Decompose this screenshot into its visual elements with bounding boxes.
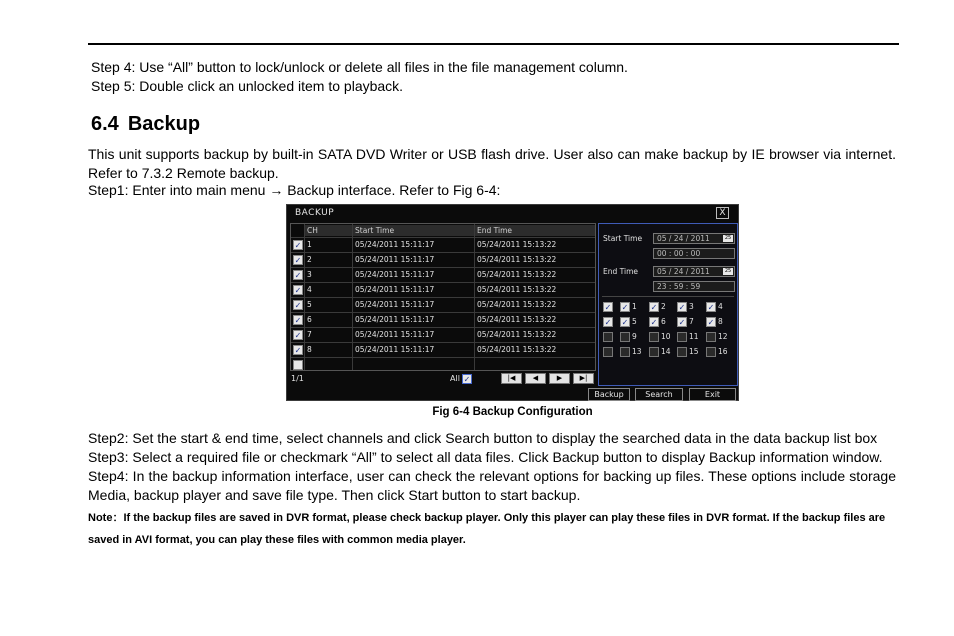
table-row[interactable] (291, 342, 595, 357)
cell-ch: 8 (307, 345, 312, 354)
close-icon[interactable]: X (716, 207, 729, 219)
cell-start: 05/24/2011 15:11:17 (355, 285, 435, 294)
note-paragraph (88, 507, 898, 551)
figure-caption: Fig 6-4 Backup Configuration (432, 406, 593, 418)
cell-end: 05/24/2011 15:13:22 (477, 285, 557, 294)
window-title: BACKUP (295, 208, 335, 218)
start-time-label: Start Time (603, 234, 643, 243)
channel-checkbox[interactable]: ✓ (678, 303, 686, 312)
channel-checkbox[interactable] (706, 332, 716, 342)
note-label: Note (88, 512, 113, 524)
step1-text: Step1: Enter into main menu → Backup interface. Refer to Fig 6-4: (88, 182, 501, 198)
cell-ch: 2 (307, 255, 312, 264)
backup-window (286, 204, 739, 401)
step4-top: Step 4: Use “All” button to lock/unlock or delete all files in the file management column. (91, 59, 628, 75)
cell-end: 05/24/2011 15:13:22 (477, 240, 557, 249)
column-header-end: End Time (475, 225, 595, 236)
table-row[interactable] (291, 357, 595, 372)
cell-end: 05/24/2011 15:13:22 (477, 330, 557, 339)
channel-checkbox[interactable] (706, 347, 716, 357)
channel-label: 2 (661, 302, 666, 311)
start-date-value: 05 / 24 / 2011 (657, 234, 710, 243)
step5-top: Step 5: Double click an unlocked item to playback. (91, 78, 404, 94)
table-row[interactable] (291, 267, 595, 282)
table-row[interactable] (291, 252, 595, 267)
cell-start: 05/24/2011 15:11:17 (355, 345, 435, 354)
table-row[interactable] (291, 282, 595, 297)
calendar-icon[interactable]: 25 (724, 268, 732, 274)
channel-checkbox[interactable] (677, 347, 687, 357)
channel-label: 15 (689, 347, 699, 356)
table-row[interactable] (291, 237, 595, 252)
row-select-checkbox[interactable] (603, 347, 613, 357)
cell-ch: 1 (307, 240, 312, 249)
panel-divider (602, 296, 734, 297)
cell-end: 05/24/2011 15:13:22 (477, 345, 557, 354)
select-all-checkbox[interactable]: ✓ (463, 375, 471, 384)
backup-list-table (290, 223, 596, 371)
table-row[interactable] (291, 297, 595, 312)
search-panel (598, 223, 738, 386)
start-date-input[interactable] (653, 233, 735, 244)
page-indicator: 1/1 (291, 374, 304, 383)
intro-paragraph: This unit supports backup by built-in SATA DVD Writer or USB flash drive. User also can make backup by IE browser via internet. Refer to 7.3.2 Remote backup. (88, 146, 896, 181)
cell-start: 05/24/2011 15:11:17 (355, 300, 435, 309)
channel-checkbox[interactable]: ✓ (621, 303, 629, 312)
cell-start: 05/24/2011 15:11:17 (355, 315, 435, 324)
section-number: 6.4 (91, 113, 119, 135)
channel-label: 10 (661, 332, 671, 341)
row-checkbox[interactable]: ✓ (294, 346, 302, 355)
channel-label: 1 (632, 302, 637, 311)
channel-checkbox[interactable] (649, 347, 659, 357)
cell-end: 05/24/2011 15:13:22 (477, 300, 557, 309)
row-checkbox[interactable] (293, 360, 303, 370)
column-header-start: Start Time (353, 225, 475, 236)
channel-checkbox[interactable] (620, 332, 630, 342)
calendar-icon[interactable]: 25 (724, 235, 732, 241)
cell-start: 05/24/2011 15:11:17 (355, 330, 435, 339)
row-checkbox[interactable]: ✓ (294, 271, 302, 280)
prev-page-button[interactable]: ◀ (525, 373, 546, 384)
next-page-button[interactable]: ▶ (549, 373, 570, 384)
backup-button[interactable]: Backup (588, 388, 630, 401)
cell-ch: 7 (307, 330, 312, 339)
channel-label: 6 (661, 317, 666, 326)
end-date-value: 05 / 24 / 2011 (657, 267, 710, 276)
end-date-input[interactable] (653, 266, 735, 277)
cell-start: 05/24/2011 15:11:17 (355, 240, 435, 249)
channel-label: 8 (718, 317, 723, 326)
search-button[interactable]: Search (635, 388, 683, 401)
start-time-input[interactable]: 00 : 00 : 00 (653, 248, 735, 259)
column-divider (304, 224, 305, 370)
row-select-checkbox[interactable] (603, 332, 613, 342)
channel-checkbox[interactable]: ✓ (621, 318, 629, 327)
end-time-label: End Time (603, 267, 638, 276)
row-checkbox[interactable]: ✓ (294, 316, 302, 325)
cell-end: 05/24/2011 15:13:22 (477, 315, 557, 324)
row-checkbox[interactable]: ✓ (294, 256, 302, 265)
cell-end: 05/24/2011 15:13:22 (477, 255, 557, 264)
cell-start: 05/24/2011 15:11:17 (355, 255, 435, 264)
table-row[interactable] (291, 312, 595, 327)
end-time-input[interactable]: 23 : 59 : 59 (653, 281, 735, 292)
cell-ch: 4 (307, 285, 312, 294)
last-page-button[interactable]: ▶| (573, 373, 594, 384)
first-page-button[interactable]: |◀ (501, 373, 522, 384)
channel-label: 14 (661, 347, 671, 356)
all-label: All (450, 374, 460, 383)
channel-checkbox[interactable]: ✓ (707, 318, 715, 327)
channel-checkbox[interactable]: ✓ (650, 318, 658, 327)
row-select-checkbox[interactable]: ✓ (604, 303, 612, 312)
channel-label: 16 (718, 347, 728, 356)
channel-checkbox[interactable]: ✓ (707, 303, 715, 312)
step4-text: Step4: In the backup information interface, user can check the relevant options for backing up files. These options include storage Media, backup player and save file type. Then click Start button to start backup. (88, 468, 896, 503)
channel-label: 4 (718, 302, 723, 311)
channel-label: 5 (632, 317, 637, 326)
note-text: ：If the backup files are saved in DVR format, please check backup player. Only this player can play these files in DVR format. If the backup files are saved in AVI format, you can play these files with common media player. (88, 512, 886, 546)
section-heading (91, 112, 200, 136)
cell-ch: 5 (307, 300, 312, 309)
row-checkbox[interactable]: ✓ (294, 241, 302, 250)
column-divider (474, 224, 475, 370)
column-divider (352, 224, 353, 370)
table-row[interactable] (291, 327, 595, 342)
channel-checkbox[interactable] (677, 332, 687, 342)
step3-text: Step3: Select a required file or checkmark “All” to select all data files. Click Backup button to display Backup information window. (88, 449, 883, 465)
channel-checkbox[interactable] (620, 347, 630, 357)
channel-checkbox[interactable]: ✓ (650, 303, 658, 312)
channel-label: 11 (689, 332, 699, 341)
row-checkbox[interactable]: ✓ (294, 301, 302, 310)
channel-label: 3 (689, 302, 694, 311)
row-select-checkbox[interactable]: ✓ (604, 318, 612, 327)
cell-ch: 3 (307, 270, 312, 279)
exit-button[interactable]: Exit (689, 388, 736, 401)
row-checkbox[interactable]: ✓ (294, 286, 302, 295)
step2-text: Step2: Set the start & end time, select channels and click Search button to display the searched data in the data backup list box (88, 430, 878, 446)
channel-checkbox[interactable] (649, 332, 659, 342)
section-title: Backup (127, 113, 201, 135)
cell-start: 05/24/2011 15:11:17 (355, 270, 435, 279)
channel-label: 13 (632, 347, 642, 356)
channel-label: 12 (718, 332, 728, 341)
row-checkbox[interactable]: ✓ (294, 331, 302, 340)
header-rule (88, 43, 899, 45)
cell-ch: 6 (307, 315, 312, 324)
cell-end: 05/24/2011 15:13:22 (477, 270, 557, 279)
channel-checkbox[interactable]: ✓ (678, 318, 686, 327)
channel-label: 9 (632, 332, 637, 341)
channel-label: 7 (689, 317, 694, 326)
column-header-ch: CH (305, 225, 353, 236)
